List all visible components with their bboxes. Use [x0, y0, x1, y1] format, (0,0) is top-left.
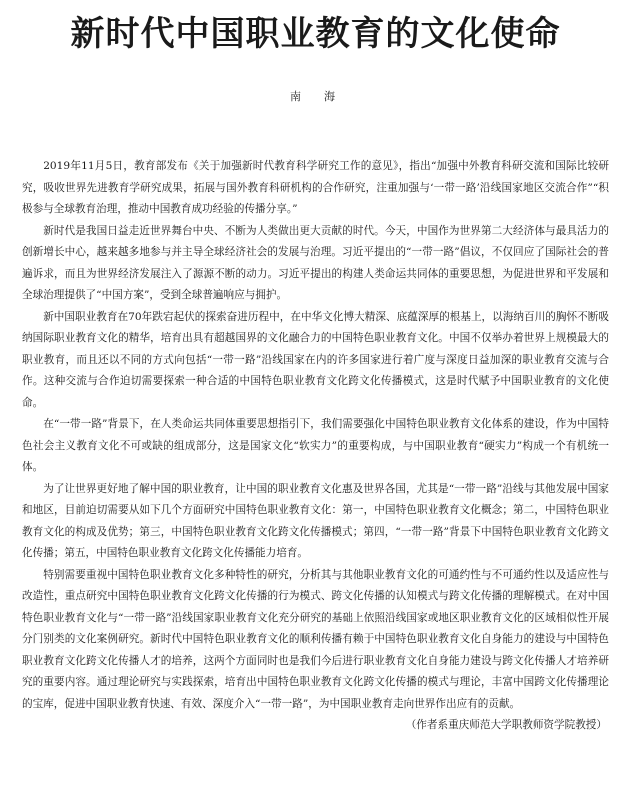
- article-author: 南 海: [290, 90, 341, 103]
- paragraph: 2019年11月5日，教育部发布《关于加强新时代教育科学研究工作的意见》，指出“加强中外教育科研交流和国际比较研究，吸收世界先进教育学研究成果，拓展与国外教育科研机构的合作研究，注重加强与‘一带一路’沿线国家地区交流合作”“积极参与全球教育治理，推动中国教育成功经验的传播分享。”: [22, 160, 609, 215]
- paragraph: 新时代是我国日益走近世界舞台中央、不断为人类做出更大贡献的时代。今天，中国作为世界第二大经济体与最具活力的创新增长中心，越来越多地参与并主导全球经济社会的发展与治理。习近平提出的“一带一路”倡议，不仅回应了国际社会的普遍诉求，而且为世界经济发展注入了源源不断的动力。习近平提出的构建人类命运共同体的重要思想，为促进世界和平发展和全球治理提供了“中国方案”，受到全球普遍响应与拥护。: [22, 224, 609, 301]
- paragraph: 新中国职业教育在70年跌宕起伏的探索奋进历程中，在中华文化博大精深、底蕴深厚的根基上，以海纳百川的胸怀不断吸纳国际职业教育文化的精华，培育出具有超越国界的文化融合力的中国特色职业教育文化。中国不仅举办着世界上规模最大的职业教育，而且还以不同的方式向包括“一带一路”沿线国家在内的许多国家进行着广度与深度日益加深的职业教育交流与合作。这种交流与合作迫切需要探索一种合适的中国特色职业教育文化跨文化传播模式，这是时代赋予中国职业教育的文化使命。: [22, 310, 609, 409]
- paragraph: 特别需要重视中国特色职业教育文化多种特性的研究，分析其与其他职业教育文化的可通约性与不可通约性以及适应性与改造性，重点研究中国特色职业教育文化跨文化传播的行为模式、跨文化传播的认知模式与跨文化传播的理解模式。在对中国特色职业教育文化与“一带一路”沿线国家职业教育文化充分研究的基础上依照沿线国家或地区职业教育文化的区域相似性开展分门别类的文化案例研究。新时代中国特色职业教育文化的顺利传播有赖于中国特色职业教育文化自身能力的建设与中国特色职业教育文化跨文化传播人才的培养，这两个方面同时也是我们今后进行职业教育文化自身能力建设与跨文化传播人才培养研究的重要内容。通过理论研究与实践探索，培育出中国特色职业教育文化跨文化传播的模式与理论，丰富中国跨文化传播理论的宝库，促进中国职业教育快速、有效、深度介入“一带一路”，为中国职业教育走向世界作出应有的贡献。: [22, 568, 609, 710]
- paragraph: 在“一带一路”背景下，在人类命运共同体重要思想指引下，我们需要强化中国特色职业教育文化体系的建设，作为中国特色社会主义教育文化不可或缺的组成部分，这是国家文化“软实力”的重要构成，与中国职业教育“硬实力”构成一个有机统一体。: [22, 418, 609, 473]
- author-affiliation: （作者系重庆师范大学职教师资学院教授）: [405, 719, 607, 731]
- paragraph: 为了让世界更好地了解中国的职业教育，让中国的职业教育文化惠及世界各国，尤其是“一带一路”沿线与其他发展中国家和地区，目前迫切需要从如下几个方面研究中国特色职业教育文化：第一，中国特色职业教育文化概念；第二，中国特色职业教育文化的构成及优势；第三，中国特色职业教育文化跨文化传播模式；第四，“一带一路”背景下中国特色职业教育文化跨文化传播；第五，中国特色职业教育文化跨文化传播能力培育。: [22, 482, 609, 559]
- article-title: 新时代中国职业教育的文化使命: [70, 14, 561, 54]
- article-body: [22, 156, 609, 715]
